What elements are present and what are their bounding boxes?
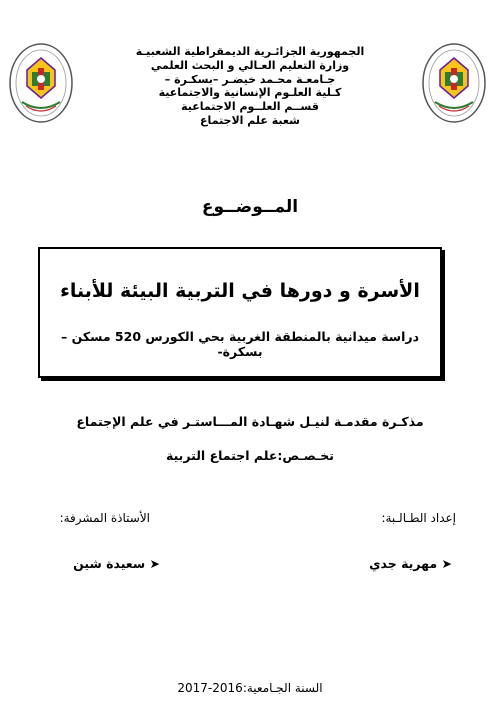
academic-year: السنة الجـامعية:2016-2017 (177, 681, 323, 695)
topic-label: المــوضــوع (201, 197, 299, 217)
supervisor-label: الأستاذة المشرفة: (59, 511, 150, 525)
university-emblem-icon (421, 42, 487, 124)
supervisor-name-row (40, 556, 160, 571)
student-name-row (330, 556, 452, 571)
institution-header (130, 45, 370, 128)
title-box (38, 247, 442, 378)
header-line-republic: الجمهورية الجزائـرية الديمقراطية الشعبيـة (135, 45, 365, 58)
thesis-subtitle: دراسة ميدانية بالمنطقة الغربية بحي الكورس 520 مسكن –بسكرة- (60, 329, 420, 359)
university-logo-left (8, 42, 74, 124)
header-line-department: قســم العلــوم الاجتماعية (181, 100, 319, 114)
memo-statement: مذكـرة مقدمـة لنيـل شهـادة المـــاستـر في علم الإجتماع (76, 414, 424, 429)
header-line-faculty: كـلية العلـوم الإنسانية والاجتماعية (158, 86, 342, 100)
prepared-by-label: إعداد الطـالـبة: (381, 511, 456, 525)
bullet-arrow-icon: ➤ (441, 556, 452, 571)
thesis-title: الأسرة و دورها في التربية البيئة للأبناء (60, 280, 420, 302)
header-line-ministry: وزارة التعليم العـالي و البحث العلمي (150, 58, 350, 72)
header-line-university: جـامعـة محـمد خيضـر –بسكـرة – (164, 72, 336, 86)
university-emblem-icon (8, 42, 74, 124)
header-line-branch: شعبة علم الاجتماع (200, 113, 300, 127)
supervisor-name: سعيدة شين (73, 556, 146, 571)
student-name: مهرية جدي (369, 556, 438, 571)
bullet-arrow-icon: ➤ (149, 556, 160, 571)
specialization: تخـصـص:علم اجتماع التربية (165, 448, 334, 463)
university-logo-right (421, 42, 487, 124)
